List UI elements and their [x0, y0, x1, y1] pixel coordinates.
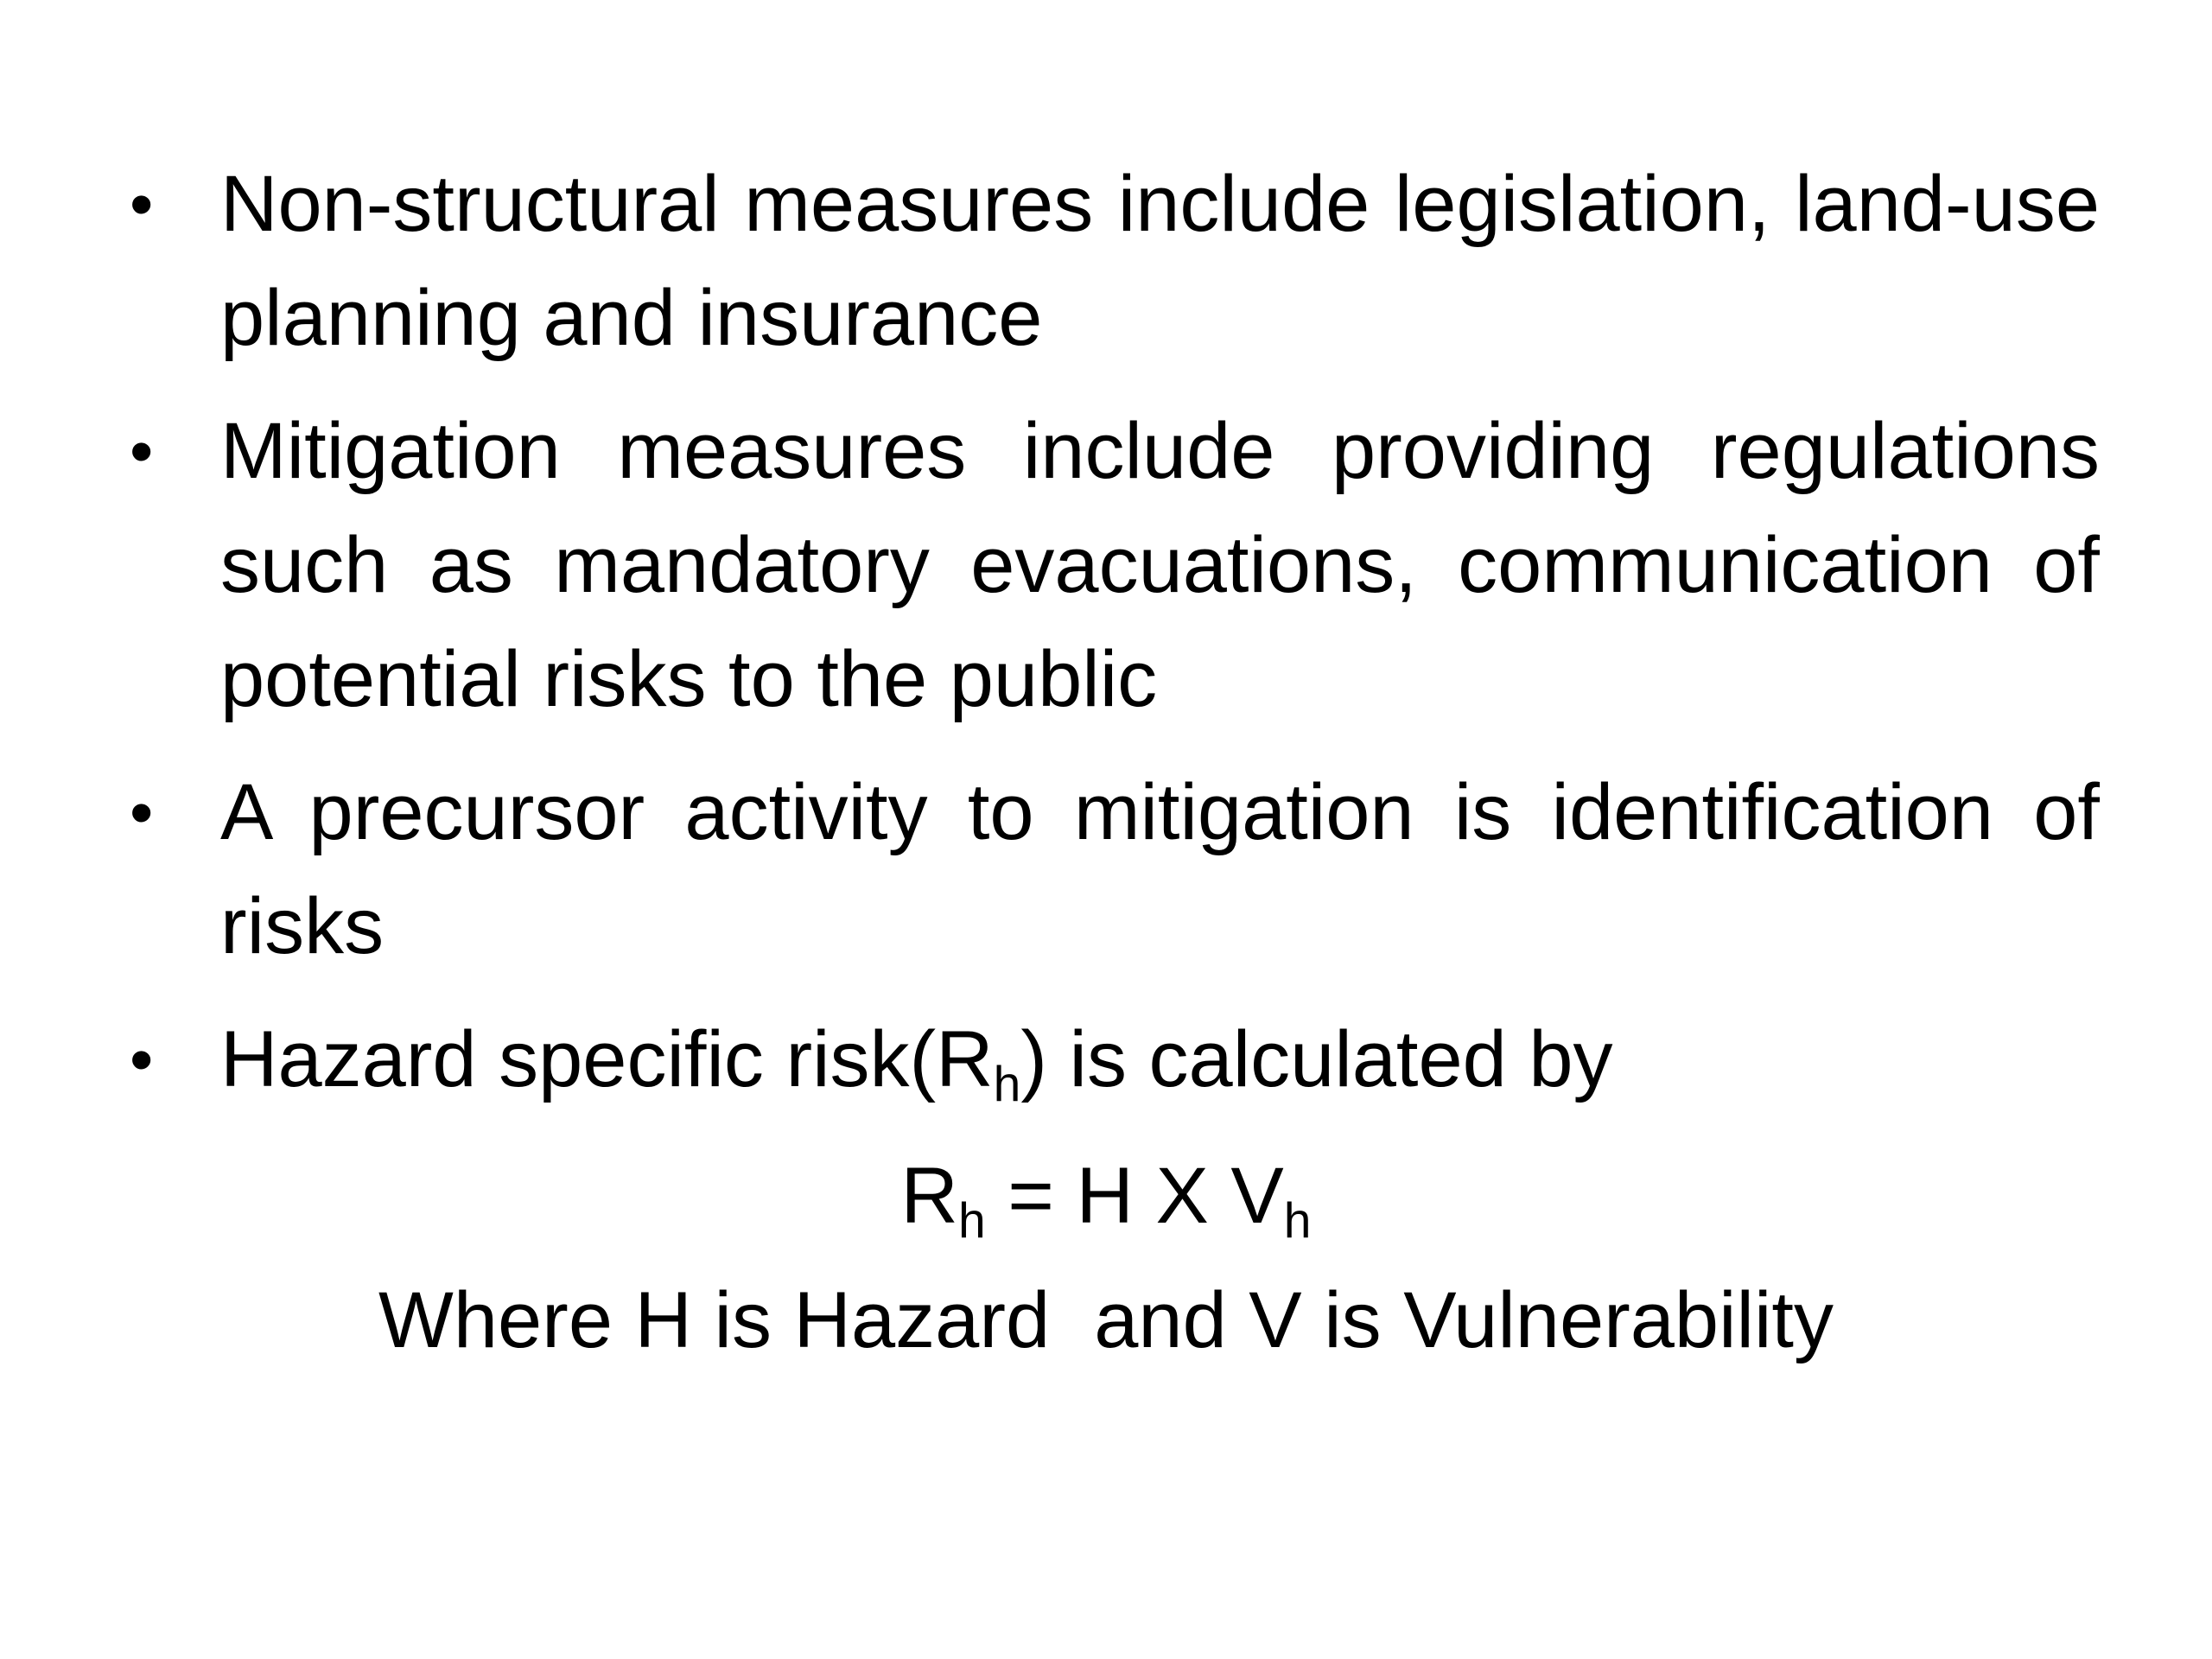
bullet-subscript: h — [993, 1057, 1021, 1113]
formula-rhs-subscript: h — [1283, 1193, 1312, 1249]
bullet-list — [130, 147, 2100, 1135]
formula-lhs-subscript: h — [957, 1193, 986, 1249]
bullet-item-3 — [130, 755, 2100, 983]
bullet-item-2 — [130, 394, 2100, 736]
risk-formula — [0, 1139, 2212, 1253]
bullet-item-1 — [130, 147, 2100, 375]
bullet-item-4 — [130, 1002, 2100, 1116]
formula-middle: = H X V — [985, 1152, 1284, 1240]
bullet-text: Non-structural measures include legislation, land-use planning and insurance — [220, 160, 2100, 362]
bullet-text: A precursor activity to mitigation is identification of risks — [220, 768, 2100, 970]
bullet-dot-icon: • — [130, 166, 154, 242]
bullet-dot-icon: • — [130, 413, 154, 489]
formula-lhs: R — [900, 1152, 958, 1240]
bullet-text: Mitigation measures include providing regulations such as mandatory evacuations, communication of potential risks to the public — [220, 407, 2100, 723]
bullet-text-after: ) is calculated by — [1020, 1015, 1613, 1103]
bullet-text — [220, 1002, 2100, 1116]
formula-explanation: Where H is Hazard and V is Vulnerability — [378, 1276, 1834, 1364]
bullet-dot-icon: • — [130, 774, 154, 850]
bullet-text-before: Hazard specific risk(R — [220, 1015, 994, 1103]
bullet-dot-icon: • — [130, 1021, 154, 1097]
